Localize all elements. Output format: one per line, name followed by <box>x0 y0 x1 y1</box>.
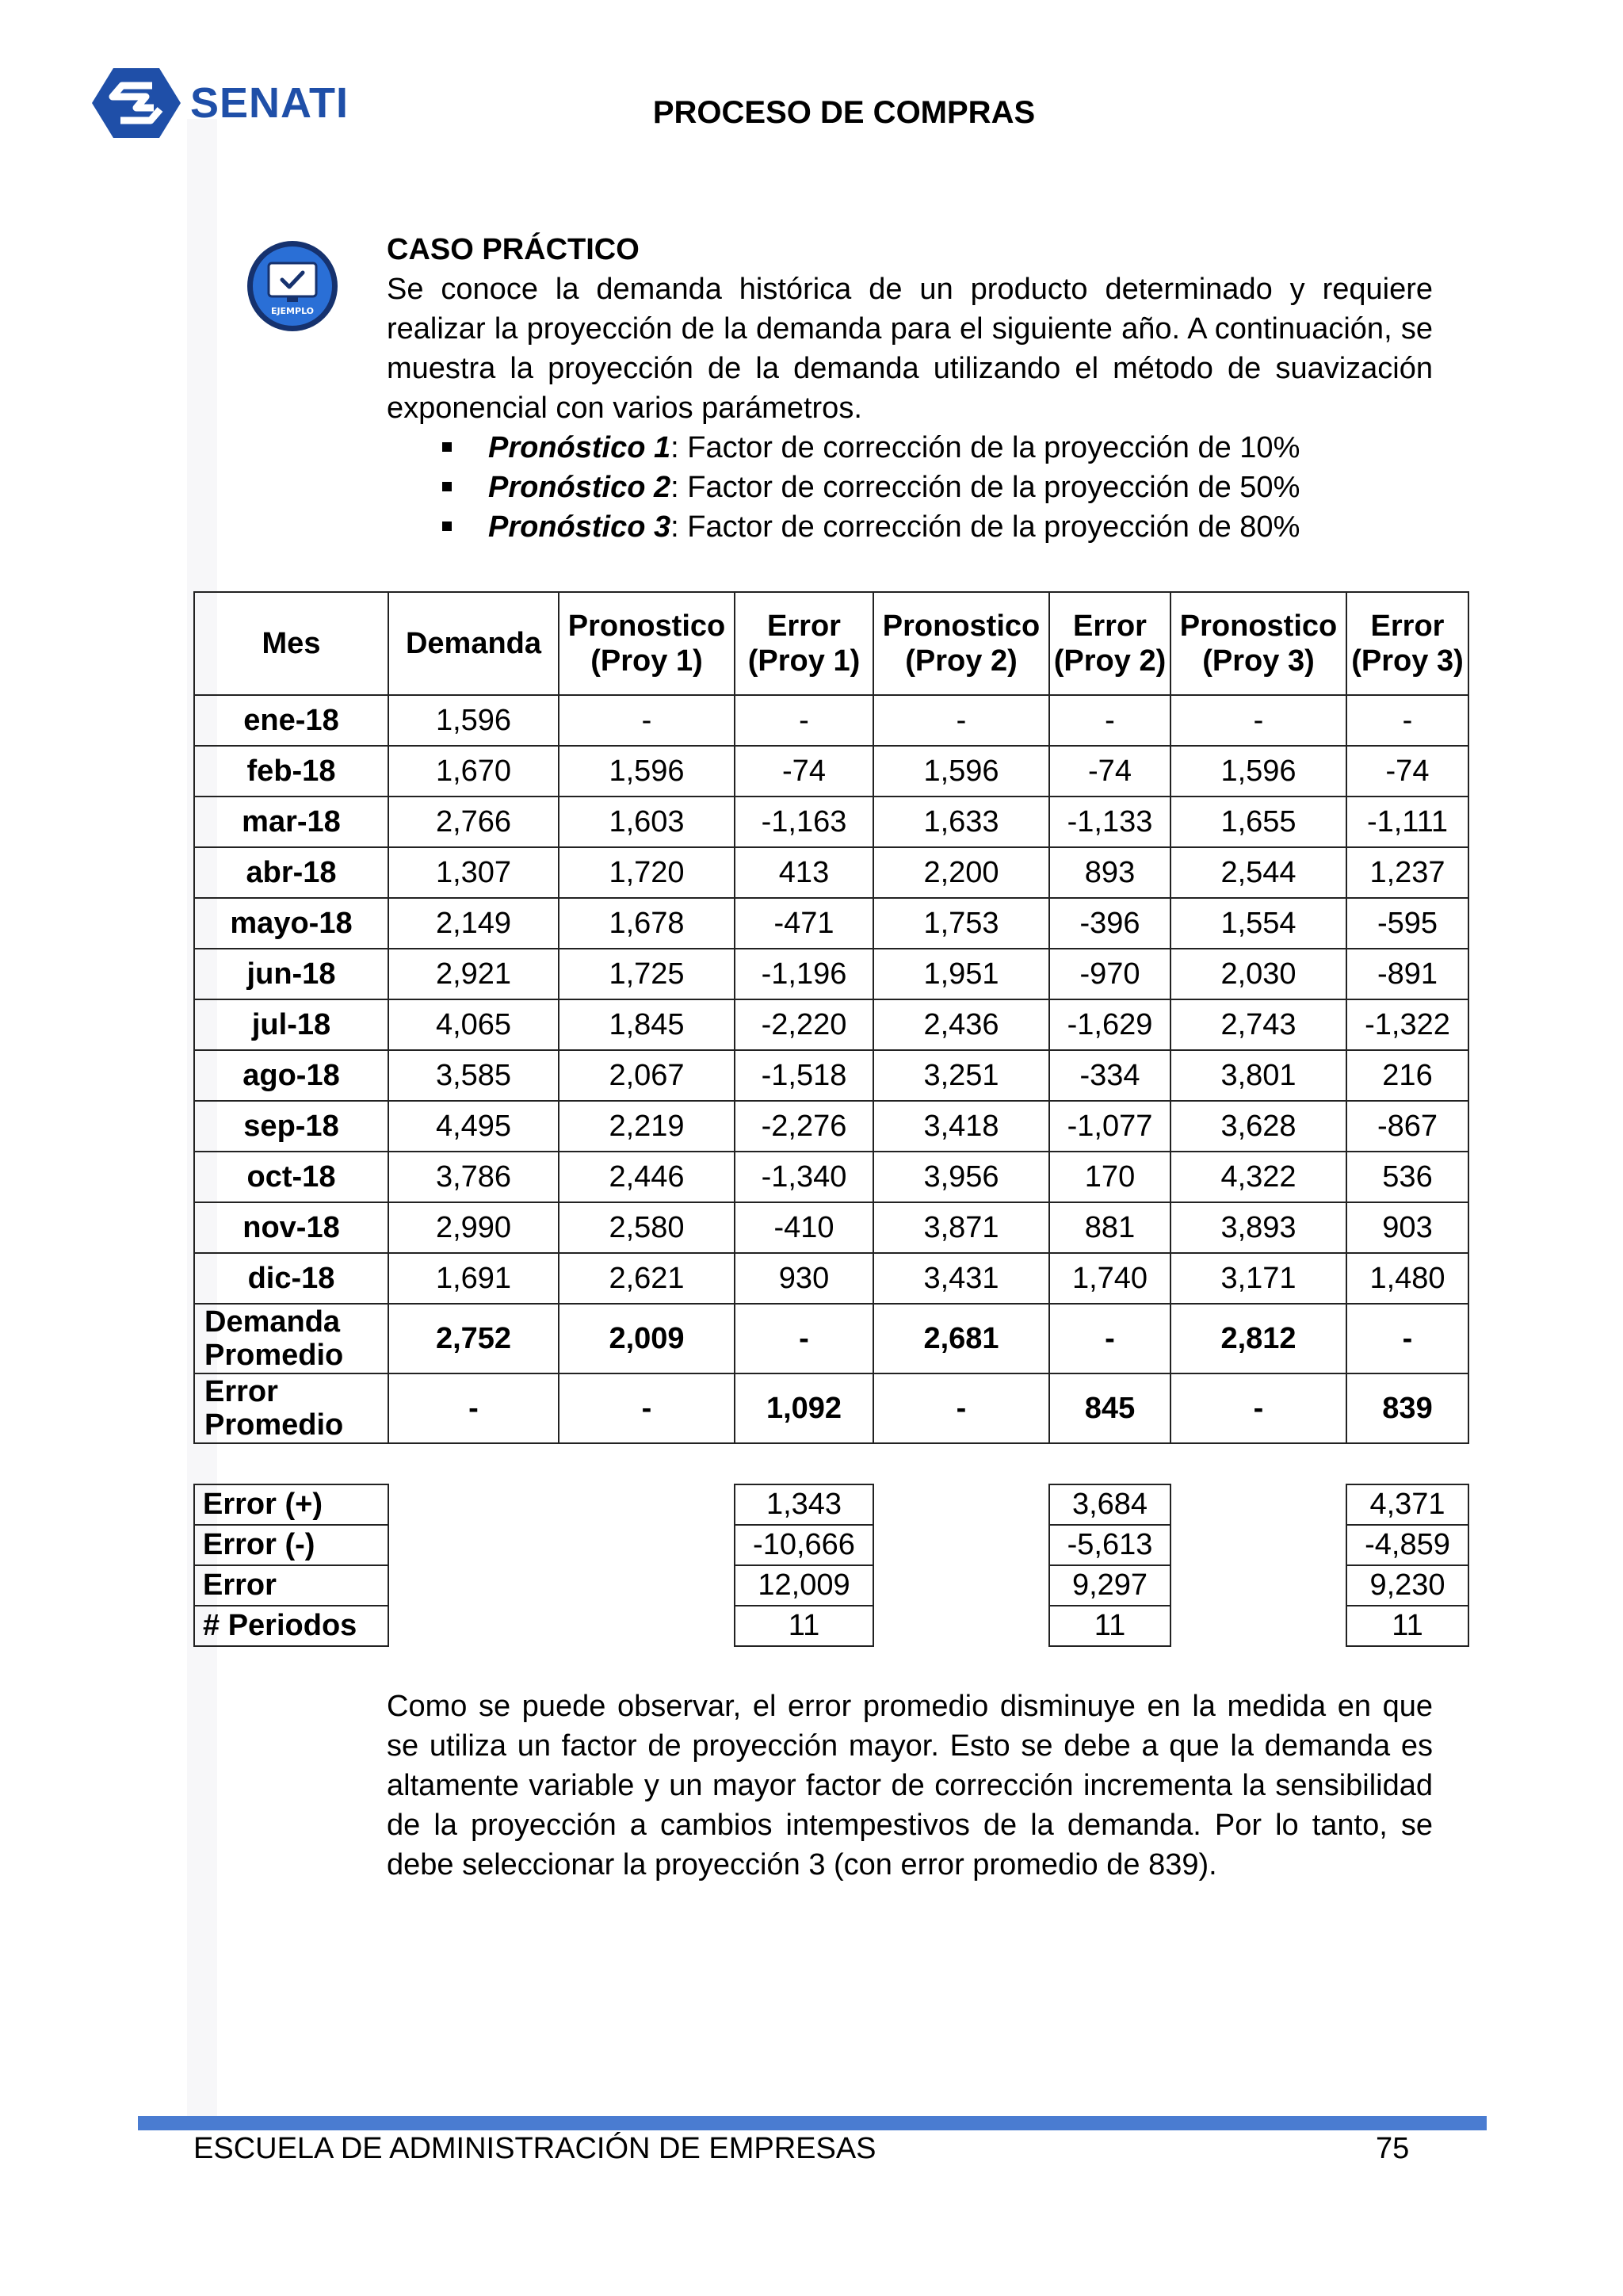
table-cell: 3,251 <box>873 1050 1049 1101</box>
month-cell: jul-18 <box>194 999 388 1050</box>
table-cell: -867 <box>1346 1101 1468 1152</box>
forecast-table <box>193 591 1469 1444</box>
error-value: 11 <box>735 1606 873 1646</box>
summary-row <box>194 1304 1468 1373</box>
error-value: 11 <box>1049 1606 1170 1646</box>
table-cell: -1,111 <box>1346 797 1468 847</box>
column-header: Demanda <box>388 592 559 695</box>
table-cell: 2,621 <box>559 1253 735 1304</box>
table-cell: -1,340 <box>735 1152 873 1202</box>
table-cell: -74 <box>1049 746 1170 797</box>
table-cell: 536 <box>1346 1152 1468 1202</box>
table-cell: 4,495 <box>388 1101 559 1152</box>
table-cell: -2,220 <box>735 999 873 1050</box>
table-cell: -334 <box>1049 1050 1170 1101</box>
table-cell: 1,237 <box>1346 847 1468 898</box>
table-row <box>194 1202 1468 1253</box>
page-title: PROCESO DE COMPRAS <box>652 95 1036 130</box>
table-row <box>194 1050 1468 1101</box>
table-cell: 1,678 <box>559 898 735 949</box>
column-header: Error (Proy 3) <box>1346 592 1468 695</box>
table-cell: -1,518 <box>735 1050 873 1101</box>
table-cell: -74 <box>735 746 873 797</box>
table-cell: 4,322 <box>1170 1152 1346 1202</box>
table-cell: 2,030 <box>1170 949 1346 999</box>
case-title: CASO PRÁCTICO <box>387 233 640 266</box>
table-cell: 3,871 <box>873 1202 1049 1253</box>
table-cell: 2,067 <box>559 1050 735 1101</box>
error-value: 4,371 <box>1346 1484 1468 1525</box>
footer-bar <box>138 2116 1487 2130</box>
table-cell: 2,766 <box>388 797 559 847</box>
month-cell: abr-18 <box>194 847 388 898</box>
summary-cell: 2,812 <box>1170 1304 1346 1373</box>
table-cell: 1,845 <box>559 999 735 1050</box>
table-cell: 1,603 <box>559 797 735 847</box>
table-cell: 3,171 <box>1170 1253 1346 1304</box>
table-row <box>194 1484 1468 1525</box>
list-item: Pronóstico 2: Factor de corrección de la proyección de 50% <box>441 468 1433 507</box>
table-cell: 413 <box>735 847 873 898</box>
error-label: Error (+) <box>194 1484 388 1525</box>
table-row <box>194 949 1468 999</box>
column-header: Pronostico (Proy 1) <box>559 592 735 695</box>
error-label: Error (-) <box>194 1525 388 1565</box>
example-label: EJEMPLO <box>270 306 315 316</box>
summary-cell: - <box>1346 1304 1468 1373</box>
summary-row <box>194 1373 1468 1443</box>
table-cell: -396 <box>1049 898 1170 949</box>
table-row <box>194 999 1468 1050</box>
error-summary-table <box>193 1484 1469 1647</box>
table-cell: -1,077 <box>1049 1101 1170 1152</box>
table-cell: -410 <box>735 1202 873 1253</box>
error-value: 3,684 <box>1049 1484 1170 1525</box>
footer-school: ESCUELA DE ADMINISTRACIÓN DE EMPRESAS <box>193 2132 876 2165</box>
month-cell: sep-18 <box>194 1101 388 1152</box>
summary-cell: - <box>1170 1373 1346 1443</box>
table-row <box>194 797 1468 847</box>
table-cell: -970 <box>1049 949 1170 999</box>
table-cell: 3,786 <box>388 1152 559 1202</box>
table-cell: - <box>735 695 873 746</box>
table-cell: 2,446 <box>559 1152 735 1202</box>
table-cell: 893 <box>1049 847 1170 898</box>
summary-cell: 2,752 <box>388 1304 559 1373</box>
table-cell: 1,670 <box>388 746 559 797</box>
summary-cell: 2,009 <box>559 1304 735 1373</box>
table-cell: 1,740 <box>1049 1253 1170 1304</box>
example-monitor-icon <box>246 239 339 333</box>
table-row <box>194 847 1468 898</box>
error-label: # Periodos <box>194 1606 388 1646</box>
table-cell: 1,753 <box>873 898 1049 949</box>
table-cell: 2,990 <box>388 1202 559 1253</box>
error-value: 9,230 <box>1346 1565 1468 1606</box>
case-section <box>387 230 1433 547</box>
table-cell: 216 <box>1346 1050 1468 1101</box>
table-cell: -891 <box>1346 949 1468 999</box>
table-cell: 2,200 <box>873 847 1049 898</box>
table-cell: -1,629 <box>1049 999 1170 1050</box>
summary-cell: 839 <box>1346 1373 1468 1443</box>
table-cell: 1,480 <box>1346 1253 1468 1304</box>
table-cell: 1,596 <box>559 746 735 797</box>
table-row <box>194 1152 1468 1202</box>
summary-cell: - <box>388 1373 559 1443</box>
table-cell: - <box>873 695 1049 746</box>
error-value: -5,613 <box>1049 1525 1170 1565</box>
month-cell: dic-18 <box>194 1253 388 1304</box>
conclusion-paragraph: Como se puede observar, el error promedio disminuye en la medida en que se utiliza un factor de proyección mayor. Esto se debe a que la demanda es altamente variable y un mayor factor de corrección incrementa la sensibilidad de la proyección a cambios intempestivos de la demanda. Por lo tanto, se debe seleccionar la proyección 3 (con error promedio de 839). <box>387 1690 1433 1881</box>
list-item: Pronóstico 3: Factor de corrección de la proyección de 80% <box>441 507 1433 547</box>
table-cell: 930 <box>735 1253 873 1304</box>
table-cell: 3,585 <box>388 1050 559 1101</box>
month-cell: ene-18 <box>194 695 388 746</box>
table-cell: 2,580 <box>559 1202 735 1253</box>
summary-cell: 2,681 <box>873 1304 1049 1373</box>
summary-cell: - <box>1049 1304 1170 1373</box>
table-cell: 2,743 <box>1170 999 1346 1050</box>
table-cell: 1,725 <box>559 949 735 999</box>
error-value: 9,297 <box>1049 1565 1170 1606</box>
table-cell: 2,921 <box>388 949 559 999</box>
column-header: Pronostico (Proy 2) <box>873 592 1049 695</box>
table-row <box>194 1253 1468 1304</box>
summary-label: Error Promedio <box>194 1373 388 1443</box>
error-label: Error <box>194 1565 388 1606</box>
summary-cell: - <box>559 1373 735 1443</box>
summary-cell: - <box>735 1304 873 1373</box>
table-cell: - <box>1049 695 1170 746</box>
table-cell: 3,418 <box>873 1101 1049 1152</box>
table-cell: 2,544 <box>1170 847 1346 898</box>
table-header-row <box>194 592 1468 695</box>
table-row <box>194 898 1468 949</box>
table-cell: 3,801 <box>1170 1050 1346 1101</box>
summary-cell: 1,092 <box>735 1373 873 1443</box>
table-cell: -2,276 <box>735 1101 873 1152</box>
table-cell: 4,065 <box>388 999 559 1050</box>
list-item: Pronóstico 1: Factor de corrección de la proyección de 10% <box>441 428 1433 468</box>
table-cell: 1,633 <box>873 797 1049 847</box>
error-value: 11 <box>1346 1606 1468 1646</box>
table-cell: 2,219 <box>559 1101 735 1152</box>
table-cell: 2,436 <box>873 999 1049 1050</box>
table-cell: -74 <box>1346 746 1468 797</box>
summary-label: Demanda Promedio <box>194 1304 388 1373</box>
table-cell: 3,956 <box>873 1152 1049 1202</box>
summary-cell: 845 <box>1049 1373 1170 1443</box>
table-cell: - <box>1170 695 1346 746</box>
table-cell: 1,720 <box>559 847 735 898</box>
table-cell: -1,133 <box>1049 797 1170 847</box>
table-cell: 1,951 <box>873 949 1049 999</box>
table-cell: 1,554 <box>1170 898 1346 949</box>
column-header: Mes <box>194 592 388 695</box>
error-value: -4,859 <box>1346 1525 1468 1565</box>
month-cell: oct-18 <box>194 1152 388 1202</box>
table-cell: 1,691 <box>388 1253 559 1304</box>
month-cell: jun-18 <box>194 949 388 999</box>
table-cell: 1,596 <box>873 746 1049 797</box>
column-header: Pronostico (Proy 3) <box>1170 592 1346 695</box>
logo-text: SENATI <box>190 79 349 127</box>
table-cell: 1,596 <box>388 695 559 746</box>
summary-cell: - <box>873 1373 1049 1443</box>
month-cell: feb-18 <box>194 746 388 797</box>
table-row <box>194 695 1468 746</box>
table-cell: 1,307 <box>388 847 559 898</box>
month-cell: nov-18 <box>194 1202 388 1253</box>
table-cell: 170 <box>1049 1152 1170 1202</box>
table-row <box>194 1565 1468 1606</box>
table-cell: 1,655 <box>1170 797 1346 847</box>
error-value: 12,009 <box>735 1565 873 1606</box>
column-header: Error (Proy 2) <box>1049 592 1170 695</box>
month-cell: ago-18 <box>194 1050 388 1101</box>
table-cell: 3,431 <box>873 1253 1049 1304</box>
table-cell: -1,322 <box>1346 999 1468 1050</box>
table-row <box>194 1606 1468 1646</box>
table-row <box>194 746 1468 797</box>
table-cell: 3,628 <box>1170 1101 1346 1152</box>
table-row <box>194 1525 1468 1565</box>
month-cell: mar-18 <box>194 797 388 847</box>
table-row <box>194 1101 1468 1152</box>
table-cell: -1,196 <box>735 949 873 999</box>
error-value: -10,666 <box>735 1525 873 1565</box>
table-cell: -471 <box>735 898 873 949</box>
table-cell: 881 <box>1049 1202 1170 1253</box>
error-value: 1,343 <box>735 1484 873 1525</box>
table-cell: -1,163 <box>735 797 873 847</box>
table-cell: - <box>559 695 735 746</box>
page-number: 75 <box>1376 2132 1410 2165</box>
case-paragraph: Se conoce la demanda histórica de un producto determinado y requiere realizar la proyección de la demanda para el siguiente año. A continuación, se muestra la proyección de la demanda utilizando el método de suavización exponencial con varios parámetros. <box>387 273 1433 425</box>
table-cell: 1,596 <box>1170 746 1346 797</box>
table-cell: - <box>1346 695 1468 746</box>
table-cell: 2,149 <box>388 898 559 949</box>
column-header: Error (Proy 1) <box>735 592 873 695</box>
table-cell: -595 <box>1346 898 1468 949</box>
forecast-list <box>387 428 1433 547</box>
month-cell: mayo-18 <box>194 898 388 949</box>
table-cell: 903 <box>1346 1202 1468 1253</box>
table-cell: 3,893 <box>1170 1202 1346 1253</box>
